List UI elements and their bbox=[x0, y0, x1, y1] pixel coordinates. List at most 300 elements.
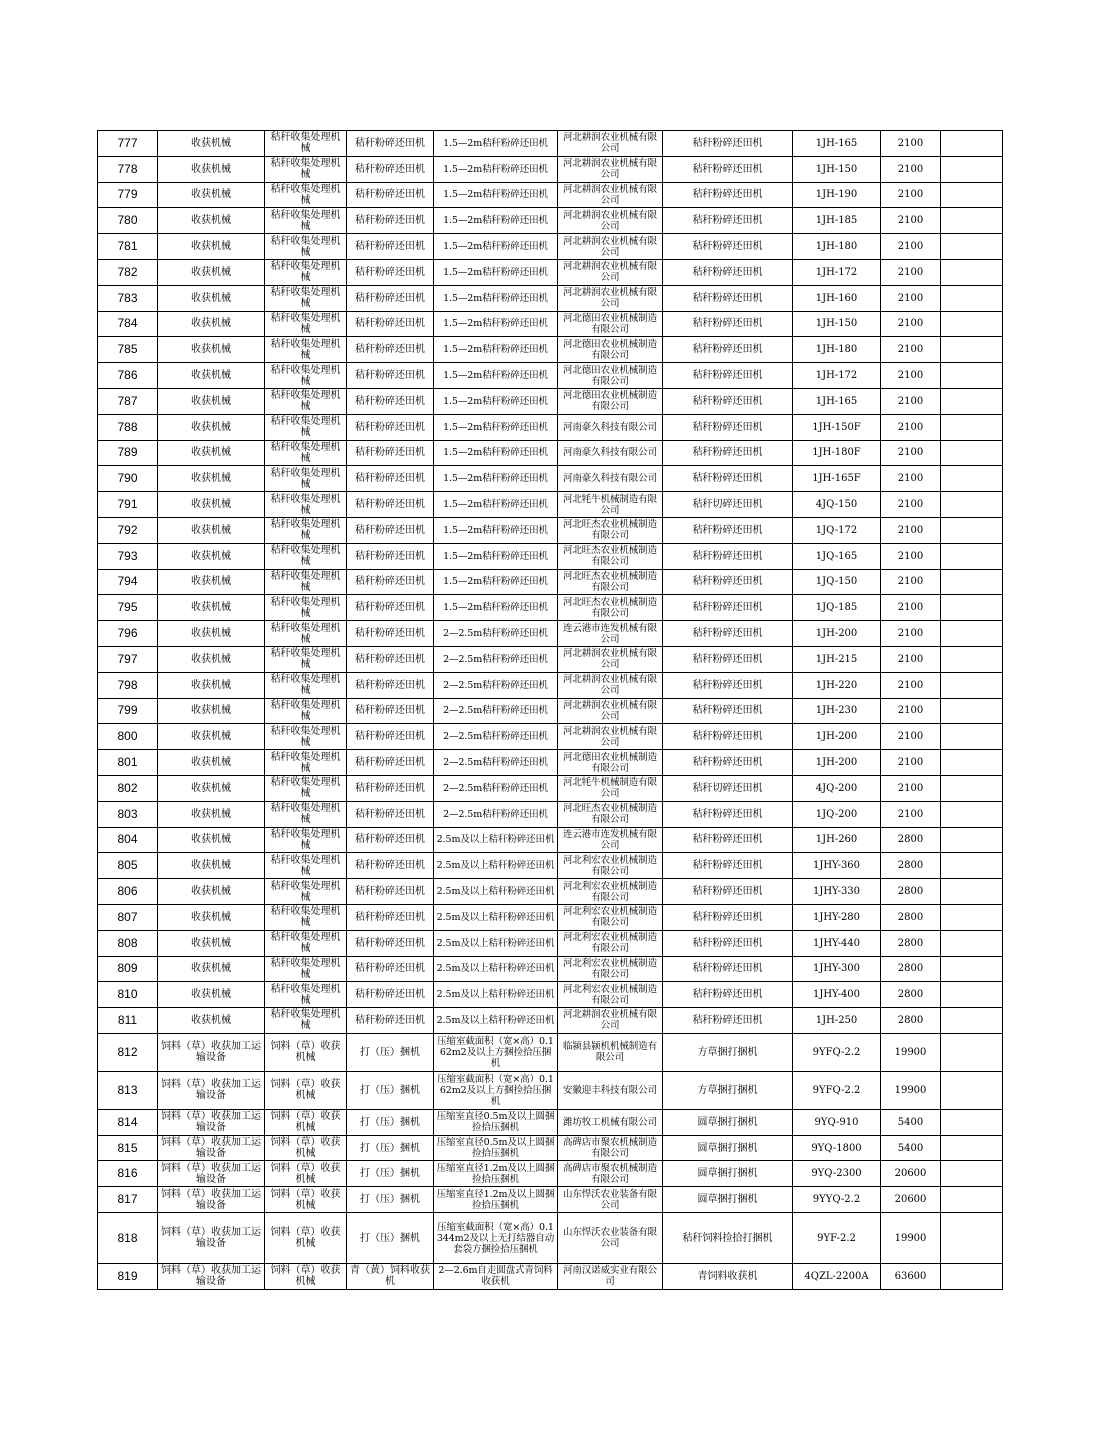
cell-subsidy-amount: 2100 bbox=[881, 646, 941, 672]
cell-subsidy-amount: 2100 bbox=[881, 466, 941, 492]
cell-remark bbox=[941, 646, 1003, 672]
cell-product-name: 秸秆粉碎还田机 bbox=[663, 982, 793, 1008]
cell-row-number: 806 bbox=[98, 879, 158, 905]
cell-row-number: 818 bbox=[98, 1213, 158, 1264]
cell-manufacturer: 河北旺杰农业机械制造有限公司 bbox=[558, 543, 663, 569]
cell-category: 饲料（草）收获加工运输设备 bbox=[158, 1264, 265, 1290]
cell-row-number: 793 bbox=[98, 543, 158, 569]
cell-model: 1JH-250 bbox=[793, 1008, 881, 1034]
cell-grade: 1.5—2m秸秆粉碎还田机 bbox=[434, 131, 558, 157]
cell-category: 收获机械 bbox=[158, 234, 265, 260]
cell-row-number: 785 bbox=[98, 337, 158, 363]
cell-model: 1JHY-440 bbox=[793, 930, 881, 956]
cell-grade: 1.5—2m秸秆粉碎还田机 bbox=[434, 414, 558, 440]
cell-subsidy-amount: 20600 bbox=[881, 1161, 941, 1187]
cell-row-number: 801 bbox=[98, 750, 158, 776]
cell-grade: 1.5—2m秸秆粉碎还田机 bbox=[434, 337, 558, 363]
cell-model: 1JH-160 bbox=[793, 285, 881, 311]
cell-subsidy-amount: 2100 bbox=[881, 492, 941, 518]
table-row bbox=[98, 1135, 1003, 1161]
cell-model: 1JH-172 bbox=[793, 363, 881, 389]
cell-subcategory: 饲料（草）收获机械 bbox=[265, 1109, 347, 1135]
cell-item: 打（压）捆机 bbox=[347, 1071, 434, 1109]
cell-grade: 2—2.5m秸秆粉碎还田机 bbox=[434, 646, 558, 672]
cell-item: 秸秆粉碎还田机 bbox=[347, 131, 434, 157]
cell-item: 秸秆粉碎还田机 bbox=[347, 414, 434, 440]
cell-row-number: 778 bbox=[98, 156, 158, 182]
cell-grade: 2.5m及以上秸秆粉碎还田机 bbox=[434, 879, 558, 905]
cell-subsidy-amount: 2800 bbox=[881, 956, 941, 982]
cell-row-number: 812 bbox=[98, 1033, 158, 1071]
cell-product-name: 秸秆粉碎还田机 bbox=[663, 131, 793, 157]
cell-grade: 压缩室直径0.5m及以上圆捆捡拾压捆机 bbox=[434, 1135, 558, 1161]
table-row bbox=[98, 982, 1003, 1008]
cell-model: 9YQ-910 bbox=[793, 1109, 881, 1135]
cell-product-name: 秸秆粉碎还田机 bbox=[663, 698, 793, 724]
cell-category: 收获机械 bbox=[158, 414, 265, 440]
table-row bbox=[98, 388, 1003, 414]
cell-grade: 1.5—2m秸秆粉碎还田机 bbox=[434, 595, 558, 621]
cell-subsidy-amount: 2100 bbox=[881, 621, 941, 647]
cell-category: 收获机械 bbox=[158, 698, 265, 724]
cell-subsidy-amount: 2800 bbox=[881, 930, 941, 956]
table-row bbox=[98, 698, 1003, 724]
cell-row-number: 783 bbox=[98, 285, 158, 311]
cell-item: 秸秆粉碎还田机 bbox=[347, 1008, 434, 1034]
cell-subcategory: 秸秆收集处理机械 bbox=[265, 363, 347, 389]
cell-subcategory: 秸秆收集处理机械 bbox=[265, 904, 347, 930]
cell-model: 9YFQ-2.2 bbox=[793, 1071, 881, 1109]
cell-item: 秸秆粉碎还田机 bbox=[347, 234, 434, 260]
cell-subsidy-amount: 2100 bbox=[881, 595, 941, 621]
cell-model: 9YFQ-2.2 bbox=[793, 1033, 881, 1071]
table-row bbox=[98, 827, 1003, 853]
cell-remark bbox=[941, 879, 1003, 905]
cell-remark bbox=[941, 466, 1003, 492]
cell-item: 打（压）捆机 bbox=[347, 1033, 434, 1071]
cell-product-name: 方草捆打捆机 bbox=[663, 1033, 793, 1071]
cell-category: 收获机械 bbox=[158, 879, 265, 905]
cell-subsidy-amount: 2100 bbox=[881, 698, 941, 724]
cell-manufacturer: 安徽迎丰科技有限公司 bbox=[558, 1071, 663, 1109]
cell-grade: 2—2.5m秸秆粉碎还田机 bbox=[434, 672, 558, 698]
cell-subsidy-amount: 2800 bbox=[881, 853, 941, 879]
cell-remark bbox=[941, 285, 1003, 311]
cell-product-name: 圆草捆打捆机 bbox=[663, 1187, 793, 1213]
cell-model: 1JHY-300 bbox=[793, 956, 881, 982]
cell-row-number: 805 bbox=[98, 853, 158, 879]
cell-category: 收获机械 bbox=[158, 724, 265, 750]
table-row bbox=[98, 517, 1003, 543]
cell-grade: 1.5—2m秸秆粉碎还田机 bbox=[434, 311, 558, 337]
cell-manufacturer: 山东悍沃农业装备有限公司 bbox=[558, 1187, 663, 1213]
cell-subcategory: 秸秆收集处理机械 bbox=[265, 208, 347, 234]
cell-grade: 1.5—2m秸秆粉碎还田机 bbox=[434, 363, 558, 389]
cell-grade: 1.5—2m秸秆粉碎还田机 bbox=[434, 543, 558, 569]
cell-model: 1JHY-400 bbox=[793, 982, 881, 1008]
cell-category: 收获机械 bbox=[158, 440, 265, 466]
cell-category: 收获机械 bbox=[158, 853, 265, 879]
cell-row-number: 816 bbox=[98, 1161, 158, 1187]
cell-item: 秸秆粉碎还田机 bbox=[347, 517, 434, 543]
cell-model: 1JHY-280 bbox=[793, 904, 881, 930]
cell-subcategory: 秸秆收集处理机械 bbox=[265, 543, 347, 569]
cell-subcategory: 秸秆收集处理机械 bbox=[265, 879, 347, 905]
cell-category: 收获机械 bbox=[158, 595, 265, 621]
cell-subcategory: 秸秆收集处理机械 bbox=[265, 956, 347, 982]
cell-row-number: 802 bbox=[98, 775, 158, 801]
cell-remark bbox=[941, 672, 1003, 698]
cell-product-name: 方草捆打捆机 bbox=[663, 1071, 793, 1109]
cell-grade: 1.5—2m秸秆粉碎还田机 bbox=[434, 492, 558, 518]
cell-item: 秸秆粉碎还田机 bbox=[347, 492, 434, 518]
cell-category: 收获机械 bbox=[158, 750, 265, 776]
cell-grade: 2—2.5m秸秆粉碎还田机 bbox=[434, 775, 558, 801]
cell-manufacturer: 河北牦牛机械制造有限公司 bbox=[558, 492, 663, 518]
cell-subsidy-amount: 2100 bbox=[881, 259, 941, 285]
cell-model: 9YQ-2300 bbox=[793, 1161, 881, 1187]
cell-subsidy-amount: 63600 bbox=[881, 1264, 941, 1290]
cell-manufacturer: 河北耕润农业机械有限公司 bbox=[558, 646, 663, 672]
cell-row-number: 814 bbox=[98, 1109, 158, 1135]
cell-subcategory: 饲料（草）收获机械 bbox=[265, 1187, 347, 1213]
cell-model: 4JQ-150 bbox=[793, 492, 881, 518]
cell-grade: 2—2.5m秸秆粉碎还田机 bbox=[434, 724, 558, 750]
cell-remark bbox=[941, 1008, 1003, 1034]
cell-model: 1JQ-165 bbox=[793, 543, 881, 569]
cell-model: 1JH-180 bbox=[793, 234, 881, 260]
cell-subcategory: 秸秆收集处理机械 bbox=[265, 259, 347, 285]
cell-category: 收获机械 bbox=[158, 982, 265, 1008]
cell-product-name: 秸秆粉碎还田机 bbox=[663, 440, 793, 466]
cell-remark bbox=[941, 724, 1003, 750]
cell-subcategory: 秸秆收集处理机械 bbox=[265, 440, 347, 466]
cell-row-number: 811 bbox=[98, 1008, 158, 1034]
cell-product-name: 圆草捆打捆机 bbox=[663, 1109, 793, 1135]
cell-category: 收获机械 bbox=[158, 672, 265, 698]
cell-product-name: 秸秆粉碎还田机 bbox=[663, 259, 793, 285]
cell-category: 收获机械 bbox=[158, 492, 265, 518]
cell-grade: 压缩室直径0.5m及以上圆捆捡拾压捆机 bbox=[434, 1109, 558, 1135]
table-row bbox=[98, 543, 1003, 569]
cell-remark bbox=[941, 440, 1003, 466]
cell-item: 秸秆粉碎还田机 bbox=[347, 853, 434, 879]
cell-category: 收获机械 bbox=[158, 182, 265, 208]
cell-model: 1JH-215 bbox=[793, 646, 881, 672]
cell-product-name: 秸秆粉碎还田机 bbox=[663, 363, 793, 389]
cell-row-number: 788 bbox=[98, 414, 158, 440]
cell-subcategory: 饲料（草）收获机械 bbox=[265, 1264, 347, 1290]
cell-manufacturer: 河北耕润农业机械有限公司 bbox=[558, 234, 663, 260]
cell-category: 收获机械 bbox=[158, 208, 265, 234]
cell-grade: 1.5—2m秸秆粉碎还田机 bbox=[434, 466, 558, 492]
table-row bbox=[98, 621, 1003, 647]
table-row bbox=[98, 182, 1003, 208]
cell-manufacturer: 河北耕润农业机械有限公司 bbox=[558, 285, 663, 311]
table-row bbox=[98, 492, 1003, 518]
cell-category: 饲料（草）收获加工运输设备 bbox=[158, 1109, 265, 1135]
cell-model: 1JH-165F bbox=[793, 466, 881, 492]
cell-remark bbox=[941, 1033, 1003, 1071]
cell-manufacturer: 河北利宏农业机械制造有限公司 bbox=[558, 879, 663, 905]
cell-model: 1JH-200 bbox=[793, 621, 881, 647]
cell-subsidy-amount: 5400 bbox=[881, 1135, 941, 1161]
cell-product-name: 秸秆粉碎还田机 bbox=[663, 517, 793, 543]
cell-model: 1JH-220 bbox=[793, 672, 881, 698]
cell-row-number: 810 bbox=[98, 982, 158, 1008]
cell-grade: 2.5m及以上秸秆粉碎还田机 bbox=[434, 982, 558, 1008]
cell-model: 9YYQ-2.2 bbox=[793, 1187, 881, 1213]
cell-grade: 1.5—2m秸秆粉碎还田机 bbox=[434, 388, 558, 414]
cell-grade: 2.5m及以上秸秆粉碎还田机 bbox=[434, 827, 558, 853]
cell-remark bbox=[941, 698, 1003, 724]
cell-subsidy-amount: 2100 bbox=[881, 311, 941, 337]
cell-model: 1JHY-330 bbox=[793, 879, 881, 905]
cell-row-number: 789 bbox=[98, 440, 158, 466]
cell-row-number: 784 bbox=[98, 311, 158, 337]
table-row bbox=[98, 853, 1003, 879]
cell-subsidy-amount: 19900 bbox=[881, 1213, 941, 1264]
cell-manufacturer: 河北利宏农业机械制造有限公司 bbox=[558, 930, 663, 956]
cell-subcategory: 秸秆收集处理机械 bbox=[265, 466, 347, 492]
cell-grade: 1.5—2m秸秆粉碎还田机 bbox=[434, 569, 558, 595]
cell-model: 1JH-230 bbox=[793, 698, 881, 724]
cell-manufacturer: 高碑店市聚农机械制造有限公司 bbox=[558, 1135, 663, 1161]
cell-item: 打（压）捆机 bbox=[347, 1213, 434, 1264]
cell-row-number: 813 bbox=[98, 1071, 158, 1109]
cell-product-name: 秸秆粉碎还田机 bbox=[663, 750, 793, 776]
cell-model: 1JH-150 bbox=[793, 156, 881, 182]
cell-remark bbox=[941, 182, 1003, 208]
cell-item: 秸秆粉碎还田机 bbox=[347, 982, 434, 1008]
cell-subsidy-amount: 2100 bbox=[881, 234, 941, 260]
cell-subcategory: 秸秆收集处理机械 bbox=[265, 801, 347, 827]
cell-row-number: 817 bbox=[98, 1187, 158, 1213]
cell-remark bbox=[941, 131, 1003, 157]
cell-row-number: 798 bbox=[98, 672, 158, 698]
cell-remark bbox=[941, 388, 1003, 414]
cell-remark bbox=[941, 853, 1003, 879]
table-row bbox=[98, 1213, 1003, 1264]
cell-model: 1JQ-185 bbox=[793, 595, 881, 621]
cell-category: 收获机械 bbox=[158, 775, 265, 801]
cell-category: 饲料（草）收获加工运输设备 bbox=[158, 1213, 265, 1264]
cell-row-number: 790 bbox=[98, 466, 158, 492]
cell-item: 秸秆粉碎还田机 bbox=[347, 827, 434, 853]
cell-product-name: 秸秆粉碎还田机 bbox=[663, 156, 793, 182]
cell-manufacturer: 河北耕润农业机械有限公司 bbox=[558, 259, 663, 285]
cell-model: 4QZL-2200A bbox=[793, 1264, 881, 1290]
cell-grade: 1.5—2m秸秆粉碎还田机 bbox=[434, 156, 558, 182]
cell-subsidy-amount: 2100 bbox=[881, 775, 941, 801]
table-row bbox=[98, 440, 1003, 466]
cell-manufacturer: 山东悍沃农业装备有限公司 bbox=[558, 1213, 663, 1264]
cell-subcategory: 秸秆收集处理机械 bbox=[265, 750, 347, 776]
cell-subsidy-amount: 2100 bbox=[881, 363, 941, 389]
cell-manufacturer: 临颍县颍机机械制造有限公司 bbox=[558, 1033, 663, 1071]
cell-remark bbox=[941, 234, 1003, 260]
cell-remark bbox=[941, 801, 1003, 827]
cell-remark bbox=[941, 1264, 1003, 1290]
cell-product-name: 秸秆切碎还田机 bbox=[663, 775, 793, 801]
cell-subsidy-amount: 2800 bbox=[881, 982, 941, 1008]
cell-product-name: 秸秆粉碎还田机 bbox=[663, 543, 793, 569]
cell-category: 收获机械 bbox=[158, 259, 265, 285]
cell-category: 收获机械 bbox=[158, 904, 265, 930]
cell-product-name: 秸秆粉碎还田机 bbox=[663, 208, 793, 234]
cell-item: 秸秆粉碎还田机 bbox=[347, 337, 434, 363]
table-row bbox=[98, 646, 1003, 672]
cell-category: 收获机械 bbox=[158, 801, 265, 827]
cell-subcategory: 秸秆收集处理机械 bbox=[265, 646, 347, 672]
cell-category: 收获机械 bbox=[158, 621, 265, 647]
cell-subsidy-amount: 20600 bbox=[881, 1187, 941, 1213]
cell-subsidy-amount: 19900 bbox=[881, 1033, 941, 1071]
cell-subsidy-amount: 2800 bbox=[881, 827, 941, 853]
table-row bbox=[98, 1008, 1003, 1034]
table-row bbox=[98, 1033, 1003, 1071]
cell-remark bbox=[941, 982, 1003, 1008]
cell-row-number: 800 bbox=[98, 724, 158, 750]
table-row bbox=[98, 234, 1003, 260]
table-row bbox=[98, 466, 1003, 492]
cell-manufacturer: 河北德田农业机械制造有限公司 bbox=[558, 311, 663, 337]
table-row bbox=[98, 956, 1003, 982]
cell-remark bbox=[941, 208, 1003, 234]
cell-manufacturer: 河北旺杰农业机械制造有限公司 bbox=[558, 569, 663, 595]
cell-grade: 1.5—2m秸秆粉碎还田机 bbox=[434, 259, 558, 285]
cell-item: 秸秆粉碎还田机 bbox=[347, 801, 434, 827]
cell-category: 收获机械 bbox=[158, 156, 265, 182]
cell-subcategory: 秸秆收集处理机械 bbox=[265, 182, 347, 208]
cell-grade: 2—2.5m秸秆粉碎还田机 bbox=[434, 750, 558, 776]
cell-model: 1JHY-360 bbox=[793, 853, 881, 879]
table-row bbox=[98, 569, 1003, 595]
cell-row-number: 796 bbox=[98, 621, 158, 647]
cell-category: 饲料（草）收获加工运输设备 bbox=[158, 1187, 265, 1213]
cell-subcategory: 秸秆收集处理机械 bbox=[265, 388, 347, 414]
cell-model: 1JH-260 bbox=[793, 827, 881, 853]
cell-row-number: 791 bbox=[98, 492, 158, 518]
table-row bbox=[98, 156, 1003, 182]
cell-product-name: 秸秆粉碎还田机 bbox=[663, 414, 793, 440]
cell-item: 秸秆粉碎还田机 bbox=[347, 285, 434, 311]
cell-category: 收获机械 bbox=[158, 569, 265, 595]
cell-model: 1JH-150F bbox=[793, 414, 881, 440]
cell-grade: 压缩室直径1.2m及以上圆捆捡拾压捆机 bbox=[434, 1161, 558, 1187]
cell-subcategory: 秸秆收集处理机械 bbox=[265, 672, 347, 698]
cell-remark bbox=[941, 311, 1003, 337]
cell-manufacturer: 河北利宏农业机械制造有限公司 bbox=[558, 956, 663, 982]
cell-category: 收获机械 bbox=[158, 646, 265, 672]
cell-model: 1JH-200 bbox=[793, 724, 881, 750]
cell-subsidy-amount: 2100 bbox=[881, 182, 941, 208]
cell-category: 收获机械 bbox=[158, 956, 265, 982]
table-row bbox=[98, 904, 1003, 930]
cell-category: 饲料（草）收获加工运输设备 bbox=[158, 1033, 265, 1071]
cell-remark bbox=[941, 492, 1003, 518]
table-row bbox=[98, 1187, 1003, 1213]
table-row bbox=[98, 285, 1003, 311]
cell-grade: 2.5m及以上秸秆粉碎还田机 bbox=[434, 904, 558, 930]
cell-row-number: 815 bbox=[98, 1135, 158, 1161]
cell-item: 秸秆粉碎还田机 bbox=[347, 775, 434, 801]
cell-manufacturer: 河北德田农业机械制造有限公司 bbox=[558, 337, 663, 363]
cell-remark bbox=[941, 543, 1003, 569]
cell-subcategory: 秸秆收集处理机械 bbox=[265, 569, 347, 595]
cell-subcategory: 秸秆收集处理机械 bbox=[265, 698, 347, 724]
table-row bbox=[98, 131, 1003, 157]
table-row bbox=[98, 672, 1003, 698]
cell-manufacturer: 河北利宏农业机械制造有限公司 bbox=[558, 853, 663, 879]
cell-product-name: 秸秆粉碎还田机 bbox=[663, 621, 793, 647]
cell-model: 4JQ-200 bbox=[793, 775, 881, 801]
cell-category: 收获机械 bbox=[158, 131, 265, 157]
cell-row-number: 808 bbox=[98, 930, 158, 956]
cell-subsidy-amount: 2100 bbox=[881, 440, 941, 466]
cell-grade: 2—2.6m自走圆盘式青饲料收获机 bbox=[434, 1264, 558, 1290]
cell-grade: 1.5—2m秸秆粉碎还田机 bbox=[434, 208, 558, 234]
cell-grade: 2—2.5m秸秆粉碎还田机 bbox=[434, 801, 558, 827]
cell-grade: 1.5—2m秸秆粉碎还田机 bbox=[434, 234, 558, 260]
cell-item: 秸秆粉碎还田机 bbox=[347, 646, 434, 672]
cell-subcategory: 饲料（草）收获机械 bbox=[265, 1135, 347, 1161]
cell-grade: 2—2.5m秸秆粉碎还田机 bbox=[434, 698, 558, 724]
cell-manufacturer: 河北旺杰农业机械制造有限公司 bbox=[558, 595, 663, 621]
cell-grade: 2.5m及以上秸秆粉碎还田机 bbox=[434, 956, 558, 982]
cell-subcategory: 秸秆收集处理机械 bbox=[265, 131, 347, 157]
table-row bbox=[98, 259, 1003, 285]
cell-subcategory: 饲料（草）收获机械 bbox=[265, 1033, 347, 1071]
cell-item: 秸秆粉碎还田机 bbox=[347, 311, 434, 337]
cell-subsidy-amount: 5400 bbox=[881, 1109, 941, 1135]
cell-product-name: 秸秆粉碎还田机 bbox=[663, 234, 793, 260]
cell-subcategory: 饲料（草）收获机械 bbox=[265, 1213, 347, 1264]
cell-product-name: 圆草捆打捆机 bbox=[663, 1135, 793, 1161]
cell-product-name: 秸秆粉碎还田机 bbox=[663, 956, 793, 982]
cell-subsidy-amount: 2800 bbox=[881, 879, 941, 905]
cell-remark bbox=[941, 1161, 1003, 1187]
cell-category: 收获机械 bbox=[158, 337, 265, 363]
table-row bbox=[98, 930, 1003, 956]
cell-subcategory: 秸秆收集处理机械 bbox=[265, 337, 347, 363]
cell-row-number: 799 bbox=[98, 698, 158, 724]
cell-remark bbox=[941, 259, 1003, 285]
cell-product-name: 圆草捆打捆机 bbox=[663, 1161, 793, 1187]
cell-manufacturer: 河南豪久科技有限公司 bbox=[558, 466, 663, 492]
cell-manufacturer: 河北利宏农业机械制造有限公司 bbox=[558, 982, 663, 1008]
cell-remark bbox=[941, 337, 1003, 363]
cell-manufacturer: 河北德田农业机械制造有限公司 bbox=[558, 750, 663, 776]
cell-row-number: 792 bbox=[98, 517, 158, 543]
cell-manufacturer: 河北耕润农业机械有限公司 bbox=[558, 698, 663, 724]
cell-product-name: 秸秆粉碎还田机 bbox=[663, 724, 793, 750]
cell-remark bbox=[941, 363, 1003, 389]
cell-row-number: 777 bbox=[98, 131, 158, 157]
table-row bbox=[98, 1161, 1003, 1187]
cell-category: 饲料（草）收获加工运输设备 bbox=[158, 1135, 265, 1161]
cell-subsidy-amount: 2800 bbox=[881, 904, 941, 930]
cell-category: 收获机械 bbox=[158, 363, 265, 389]
cell-remark bbox=[941, 1213, 1003, 1264]
cell-manufacturer: 连云港市连发机械有限公司 bbox=[558, 621, 663, 647]
cell-manufacturer: 高碑店市聚农机械制造有限公司 bbox=[558, 1161, 663, 1187]
table-row bbox=[98, 750, 1003, 776]
cell-category: 收获机械 bbox=[158, 388, 265, 414]
cell-model: 1JH-172 bbox=[793, 259, 881, 285]
cell-subsidy-amount: 2100 bbox=[881, 569, 941, 595]
cell-grade: 压缩室截面积（宽×高）0.1344m2及以上无打结器自动套袋方捆捡拾压捆机 bbox=[434, 1213, 558, 1264]
